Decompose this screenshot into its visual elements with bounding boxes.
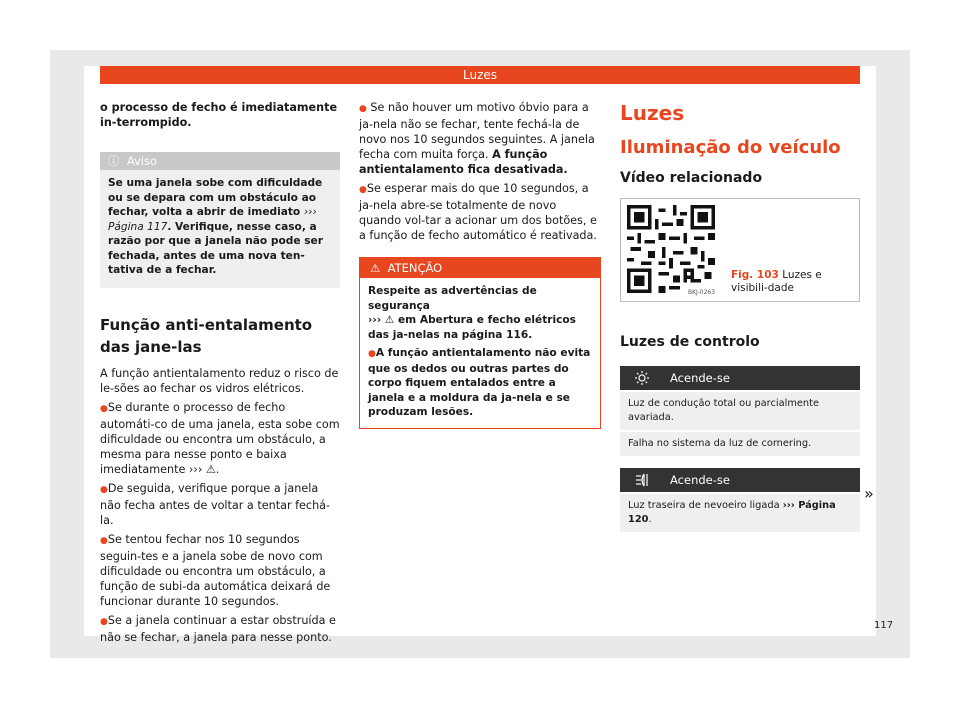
figure-box bbox=[620, 198, 860, 302]
lamp-row bbox=[620, 494, 860, 532]
aviso-text-a: Se uma janela sobe com dificuldade ou se depara com um obstáculo ao fechar, volta a abrir de imediato bbox=[108, 177, 323, 218]
column-2 bbox=[359, 100, 601, 429]
info-icon: ⓘ bbox=[108, 154, 120, 168]
section-title: Função anti-entalamento das jane-las bbox=[100, 315, 313, 356]
subsection-title: Vídeo relacionado bbox=[620, 170, 763, 186]
list-item: ● Se tentou fechar nos 10 segundos seguin-tes e a janela sobe de novo com dificuldade ou encontra um obstáculo, a função de subi-da automática deixará de funcionar durante 10 segundos. bbox=[100, 532, 340, 609]
page-header: Luzes bbox=[100, 66, 860, 84]
atencao-box bbox=[359, 257, 601, 429]
page-number: 117 bbox=[874, 620, 894, 631]
lamp-label: Acende-se bbox=[670, 473, 730, 487]
section-title: Iluminação do veículo bbox=[620, 137, 841, 158]
bullet1-text: Se não houver um motivo óbvio para a ja-nela não se fechar, tente fechá-la de novo nos 10 segundos seguintes. A janela fecha com muita força. bbox=[359, 101, 595, 161]
light-bulb-warning-icon bbox=[634, 370, 650, 386]
list-item: ● Se a janela continuar a estar obstruída e não se fechar, a janela para nesse ponto. bbox=[100, 613, 340, 645]
warning-icon: ⚠ bbox=[370, 261, 381, 275]
rear-fog-light-icon bbox=[634, 472, 650, 488]
aviso-box bbox=[100, 152, 340, 288]
column-1 bbox=[100, 100, 340, 645]
aviso-title: Aviso bbox=[126, 154, 158, 168]
lamp-row-ref-link[interactable]: ››› Página 120 bbox=[628, 500, 836, 525]
aviso-text bbox=[100, 170, 340, 278]
aviso-ref-link[interactable]: ››› Página 117 bbox=[108, 206, 317, 233]
continue-arrow: » bbox=[864, 484, 874, 503]
lamp-label: Acende-se bbox=[670, 371, 730, 385]
qr-code-icon[interactable] bbox=[627, 205, 715, 293]
list-item: ● De seguida, verifique porque a janela não fecha antes de voltar a tentar fechá-la. bbox=[100, 481, 340, 528]
atencao-line2[interactable]: ››› ⚠ em Abertura e fecho elétricos das ja-nelas na página 116. bbox=[368, 314, 576, 341]
atencao-text bbox=[360, 278, 600, 428]
atencao-line1: Respeite as advertências de segurança bbox=[368, 285, 537, 312]
subsection-title: Luzes de controlo bbox=[620, 334, 760, 350]
figure-number: Fig. 103 bbox=[731, 269, 779, 281]
list-item bbox=[359, 100, 601, 177]
section-paragraph: A função antientalamento reduz o risco de le-sões ao fechar os vidros elétricos. bbox=[100, 366, 339, 395]
lamp-row: Luz de condução total ou parcialmente avariada. bbox=[620, 392, 860, 430]
column-3 bbox=[620, 100, 860, 532]
lamp-header-2 bbox=[620, 468, 860, 492]
atencao-header bbox=[360, 258, 600, 278]
atencao-title: ATENÇÃO bbox=[387, 261, 443, 275]
lamp-header-1 bbox=[620, 366, 860, 390]
atencao-bullet: ● A função antientalamento não evita que os dedos ou outras partes do corpo fiquem entalados entre a janela e a moldura da ja-nela e se produzam lesões. bbox=[368, 346, 592, 420]
figure-caption bbox=[731, 269, 855, 295]
lamp-row-end: . bbox=[648, 514, 652, 525]
intro-text: o processo de fecho é imediatamente in-terrompido. bbox=[100, 101, 338, 129]
lamp-row: Falha no sistema da luz de cornering. bbox=[620, 432, 860, 456]
chapter-title: Luzes bbox=[620, 101, 685, 125]
list-item: ● Se durante o processo de fecho automáti-co de uma janela, esta sobe com dificuldade ou encontra um obstáculo, a mesma para nesse ponto e baixa imediatamente ››› ⚠. bbox=[100, 400, 340, 477]
figure-caption-text: Luzes e visibili-dade bbox=[731, 269, 822, 294]
aviso-text-b: . Verifique, nesse caso, a razão por que a janela não pode ser fechada, antes de uma nova ten-tativa de a fechar. bbox=[108, 220, 323, 276]
lamp-row-text: Luz traseira de nevoeiro ligada bbox=[628, 500, 783, 511]
figure-code: BKJ-0263 bbox=[687, 285, 716, 300]
bullet1-bold: A função antientalamento fica desativada. bbox=[359, 148, 568, 176]
aviso-header bbox=[100, 152, 340, 170]
list-item: ● Se esperar mais do que 10 segundos, a ja-nela abre-se totalmente de novo quando vol-tar a acionar um dos botões, e a função de fecho automático é reativada. bbox=[359, 181, 601, 243]
